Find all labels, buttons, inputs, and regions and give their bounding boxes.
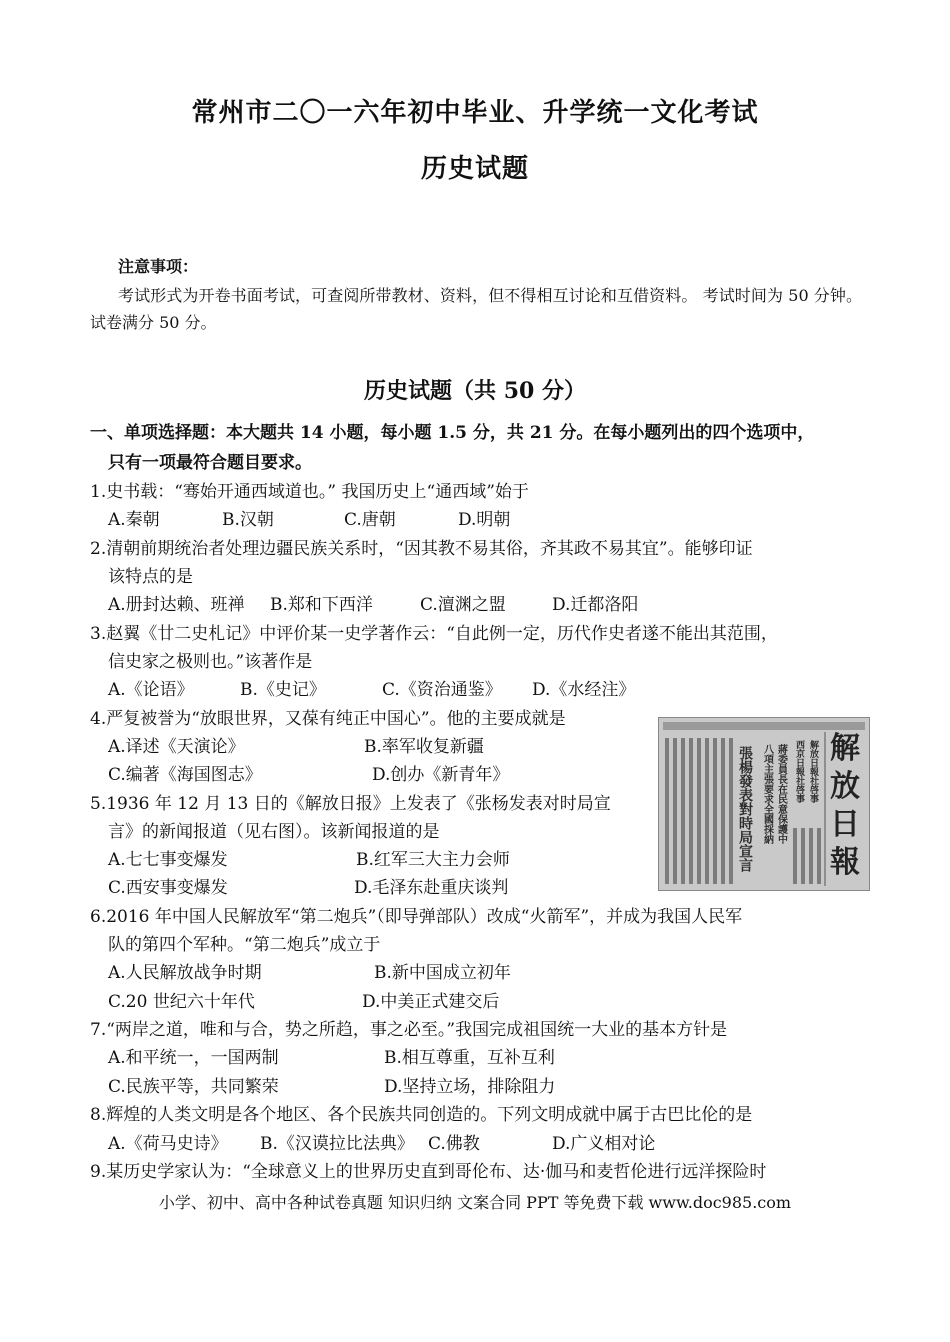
question-8-option-b: B.《汉谟拉比法典》 bbox=[260, 1134, 414, 1154]
question-9-stem: 9.某历史学家认为：“全球意义上的世界历史直到哥伦布、达·伽马和麦哲伦进行远洋探险时 bbox=[90, 1162, 767, 1182]
question-6-option-b: B.新中国成立初年 bbox=[374, 963, 511, 983]
question-7-option-a: A.和平统一，一国两制 bbox=[108, 1048, 279, 1068]
newspaper-column-2: 解放日報社啓事 bbox=[808, 740, 818, 803]
question-2-option-d: D.迁都洛阳 bbox=[552, 595, 639, 615]
question-2-option-c: C.澶渊之盟 bbox=[420, 595, 506, 615]
newspaper-illustration bbox=[659, 718, 869, 890]
question-5-option-a: A.七七事变爆发 bbox=[108, 850, 228, 870]
footer-download-notice: 小学、初中、高中各种试卷真题 知识归纳 文案合同 PPT 等免费下载 www.doc985.com bbox=[158, 1193, 792, 1212]
exam-main-title: 常州市二〇一六年初中毕业、升学统一文化考试 bbox=[191, 98, 759, 128]
question-6-stem-line1: 6.2016 年中国人民解放军“第二炮兵”（即导弹部队）改成“火箭军”，并成为我国人民军 bbox=[90, 907, 743, 927]
question-4-option-b: B.率军收复新疆 bbox=[364, 737, 484, 757]
section-instruction-line2: 只有一项最符合题目要求。 bbox=[108, 453, 312, 473]
section-title: 历史试题（共 50 分） bbox=[364, 378, 586, 404]
question-7-option-b: B.相互尊重，互补互利 bbox=[384, 1048, 555, 1068]
question-5-option-c: C.西安事变爆发 bbox=[108, 878, 228, 898]
question-4-option-d: D.创办《新青年》 bbox=[372, 765, 510, 785]
masthead-char-3: 日 bbox=[830, 807, 860, 842]
question-5-option-b: B.红军三大主力会师 bbox=[356, 850, 510, 870]
section-instruction-line1: 一、单项选择题：本大题共 14 小题，每小题 1.5 分，共 21 分。在每小题列出的四个选项中， bbox=[90, 423, 815, 443]
question-5-option-d: D.毛泽东赴重庆谈判 bbox=[354, 878, 509, 898]
question-4-option-c: C.编著《海国图志》 bbox=[108, 765, 262, 785]
question-3-option-b: B.《史记》 bbox=[240, 680, 326, 700]
question-6-stem-line2: 队的第四个军种。“第二炮兵”成立于 bbox=[108, 935, 381, 955]
question-1-option-d: D.明朝 bbox=[458, 510, 511, 530]
question-4-stem: 4.严复被誉为“放眼世界，又葆有纯正中国心”。他的主要成就是 bbox=[90, 709, 566, 729]
question-2-option-a: A.册封达赖、班禅 bbox=[108, 595, 245, 615]
question-2-stem-line1: 2.清朝前期统治者处理边疆民族关系时，“因其教不易其俗，齐其政不易其宜”。能够印证 bbox=[90, 539, 753, 559]
question-7-option-c: C.民族平等，共同繁荣 bbox=[108, 1077, 279, 1097]
question-1-option-a: A.秦朝 bbox=[108, 510, 160, 530]
question-6-option-a: A.人民解放战争时期 bbox=[108, 963, 262, 983]
question-3-stem-line2: 信史家之极则也。”该著作是 bbox=[108, 652, 313, 672]
question-5-stem-line1: 5.1936 年 12 月 13 日的《解放日报》上发表了《张杨发表对时局宣 bbox=[90, 794, 611, 814]
question-8-option-a: A.《荷马史诗》 bbox=[108, 1134, 228, 1154]
newspaper-subhead-2: 蔣委員長在民意保護中 bbox=[775, 744, 787, 844]
masthead-char-2: 放 bbox=[830, 769, 860, 804]
newspaper-image bbox=[658, 717, 870, 891]
question-3-stem-line1: 3.赵翼《廿二史札记》中评价某一史学著作云：“自此例一定，历代作史者遂不能出其范围， bbox=[90, 624, 778, 644]
masthead-char-1: 解 bbox=[830, 731, 860, 766]
masthead-char-4: 報 bbox=[830, 845, 860, 880]
question-3-option-a: A.《论语》 bbox=[108, 680, 194, 700]
question-3-option-c: C.《资治通鉴》 bbox=[382, 680, 502, 700]
question-4-option-a: A.译述《天演论》 bbox=[108, 737, 245, 757]
question-8-option-c: C.佛教 bbox=[428, 1134, 480, 1154]
question-6-option-d: D.中美正式建交后 bbox=[362, 992, 500, 1012]
question-1-stem: 1.史书载：“骞始开通西域道也。” 我国历史上“通西域”始于 bbox=[90, 482, 529, 502]
notice-body: 考试形式为开卷书面考试，可查阅所带教材、资料，但不得相互讨论和互借资料。 考试时间为 50 分钟。试卷满分 50 分。 bbox=[90, 286, 862, 332]
exam-sub-title: 历史试题 bbox=[420, 154, 529, 184]
question-2-stem-line2: 该特点的是 bbox=[108, 567, 193, 587]
question-8-option-d: D.广义相对论 bbox=[552, 1134, 656, 1154]
newspaper-subhead-1: 八項主張要求全國採納 bbox=[761, 744, 773, 844]
question-1-option-c: C.唐朝 bbox=[344, 510, 396, 530]
question-1-option-b: B.汉朝 bbox=[222, 510, 274, 530]
question-7-option-d: D.坚持立场，排除阻力 bbox=[384, 1077, 556, 1097]
newspaper-headline: 張楊發表對時局宣言 bbox=[737, 746, 753, 872]
question-5-stem-line2: 言》的新闻报道（见右图）。该新闻报道的是 bbox=[108, 822, 440, 842]
notice-heading: 注意事项： bbox=[118, 257, 199, 276]
question-3-option-d: D.《水经注》 bbox=[532, 680, 636, 700]
question-7-stem: 7.“两岸之道，唯和与合，势之所趋，事之必至。”我国完成祖国统一大业的基本方针是 bbox=[90, 1020, 728, 1040]
question-2-option-b: B.郑和下西洋 bbox=[270, 595, 373, 615]
newspaper-column-1: 西京日報社啓事 bbox=[794, 740, 804, 803]
question-8-stem: 8.辉煌的人类文明是各个地区、各个民族共同创造的。下列文明成就中属于古巴比伦的是 bbox=[90, 1105, 753, 1125]
question-6-option-c: C.20 世纪六十年代 bbox=[108, 992, 255, 1012]
